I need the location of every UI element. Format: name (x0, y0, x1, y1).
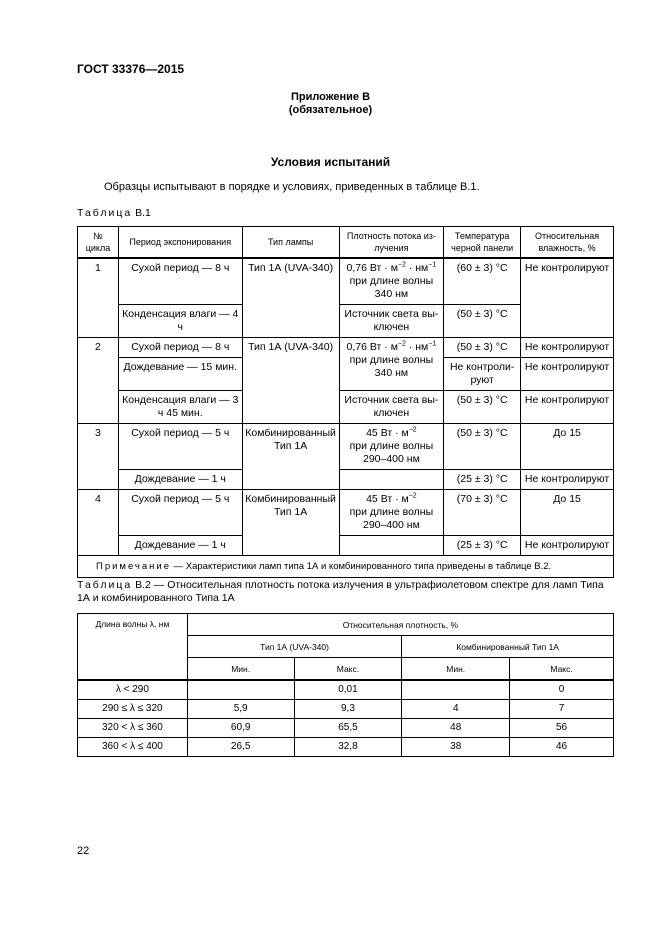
value-cell: 38 (402, 738, 510, 757)
humidity-cell: Не контролируют (521, 258, 614, 338)
document-header: ГОСТ 33376—2015 (77, 62, 185, 76)
header-max: Макс. (510, 658, 614, 681)
header-lamp-type: Тип лампы (242, 227, 339, 259)
lamp-cell: Комбинированный Тип 1А (242, 490, 339, 556)
table-row (78, 391, 614, 424)
period-cell: Дождевание — 1 ч (118, 536, 242, 556)
value-cell: 60,9 (187, 719, 294, 738)
humidity-cell: Не контролируют (521, 338, 614, 358)
header-relative-density: Относительная плотность, % (187, 614, 613, 636)
value-cell: 26,5 (187, 738, 294, 757)
table-row (78, 700, 614, 719)
table-header-row (78, 614, 614, 636)
temperature-cell: (50 ± 3) °C (444, 305, 521, 338)
value-cell: 0,01 (294, 680, 402, 700)
table-row (78, 338, 614, 358)
cycle-number: 2 (78, 338, 119, 424)
value-cell: 9,3 (294, 700, 402, 719)
cycle-number: 4 (78, 490, 119, 556)
table-row (78, 536, 614, 556)
table-row (78, 490, 614, 536)
value-cell: 32,8 (294, 738, 402, 757)
wavelength-cell: 320 < λ ≤ 360 (78, 719, 188, 738)
value-cell: 7 (510, 700, 614, 719)
table2-caption-text: В.2 — Относительная плотность потока излучения в ультрафиолетовом спектре для ламп Типа 1А и комбинированного Типа 1А (77, 579, 604, 604)
temperature-cell: (25 ± 3) °C (444, 470, 521, 490)
temperature-cell: (70 ± 3) °C (444, 490, 521, 536)
test-cycles-table (77, 226, 614, 578)
flux-cell: Источник света вы- ключен (339, 305, 444, 338)
table-row (78, 258, 614, 305)
wavelength-cell: 290 ≤ λ ≤ 320 (78, 700, 188, 719)
cycle-number: 3 (78, 424, 119, 490)
lamp-cell: Тип 1А (UVA-340) (242, 338, 339, 424)
period-cell: Сухой период — 5 ч (118, 490, 242, 536)
flux-cell (339, 470, 444, 490)
table-row (78, 424, 614, 470)
header-panel-temperature: Температура черной панели (444, 227, 521, 259)
table1-caption-number: В.1 (135, 207, 151, 219)
value-cell (187, 680, 294, 700)
period-cell: Сухой период — 8 ч (118, 258, 242, 305)
table1-caption-label: Таблица (77, 207, 133, 219)
period-cell: Сухой период — 5 ч (118, 424, 242, 470)
period-cell: Дождевание — 15 мин. (118, 358, 242, 391)
period-cell: Дождевание — 1 ч (118, 470, 242, 490)
flux-cell: 0,76 Вт · $м^{-2} \cdot нм^{-1}$ при длине волны 340 нм (339, 338, 444, 391)
flux-cell: 45 Вт · $м^{-2}$ при длине волны 290–400 нм (339, 490, 444, 536)
humidity-cell: Не контролируют (521, 391, 614, 424)
humidity-cell: Не контролируют (521, 358, 614, 391)
lamp-cell: Комбинированный Тип 1А (242, 424, 339, 490)
wavelength-cell: λ < 290 (78, 680, 188, 700)
table2-caption (77, 579, 617, 605)
value-cell: 0 (510, 680, 614, 700)
table-row (78, 680, 614, 700)
page-number: 22 (77, 845, 90, 857)
note-label: Примечание (96, 561, 171, 572)
appendix-title: Приложение В (290, 91, 371, 103)
humidity-cell: Не контролируют (521, 470, 614, 490)
table2-caption-label: Таблица (77, 579, 133, 591)
humidity-cell: Не контролируют (521, 536, 614, 556)
header-type1a: Тип 1А (UVA-340) (187, 636, 402, 658)
flux-cell (339, 536, 444, 556)
humidity-cell: До 15 (521, 490, 614, 536)
header-combined: Комбинированный Тип 1А (402, 636, 614, 658)
temperature-cell: (50 ± 3) °C (444, 424, 521, 470)
header-cycle-number: № цикла (78, 227, 119, 259)
value-cell: 65,5 (294, 719, 402, 738)
temperature-cell: Не контроли- руют (444, 358, 521, 391)
flux-cell: Источник света вы- ключен (339, 391, 444, 424)
table-row (78, 719, 614, 738)
temperature-cell: (50 ± 3) °C (444, 338, 521, 358)
section-title: Условия испытаний (270, 155, 391, 169)
temperature-cell: (50 ± 3) °C (444, 391, 521, 424)
value-cell: 5,9 (187, 700, 294, 719)
flux-cell: 45 Вт · $м^{-2}$ при длине волны 290–400 нм (339, 424, 444, 470)
period-cell: Сухой период — 8 ч (118, 338, 242, 358)
value-cell: 56 (510, 719, 614, 738)
temperature-cell: (25 ± 3) °C (444, 536, 521, 556)
table-note-row (78, 556, 614, 578)
temperature-cell: (60 ± 3) °C (444, 258, 521, 305)
header-flux-density: Плотность потока из- лучения (339, 227, 444, 259)
value-cell: 48 (402, 719, 510, 738)
value-cell: 4 (402, 700, 510, 719)
header-relative-humidity: Относительная влажность, % (521, 227, 614, 259)
table-row (78, 738, 614, 757)
relative-flux-table (77, 613, 614, 757)
table-note (78, 556, 614, 578)
value-cell (402, 680, 510, 700)
header-min: Мин. (402, 658, 510, 681)
period-cell: Конденсация влаги — 3 ч 45 мин. (118, 391, 242, 424)
cycle-number: 1 (78, 258, 119, 338)
flux-cell: 0,76 Вт · $м^{-2} \cdot нм^{-1}$ при длине волны 340 нм (339, 258, 444, 305)
note-text: — Характеристики ламп типа 1А и комбинированного типа приведены в таблице В.2. (171, 561, 552, 572)
value-cell: 46 (510, 738, 614, 757)
header-exposure-period: Период экспонирования (118, 227, 242, 259)
lamp-cell: Тип 1А (UVA-340) (242, 258, 339, 338)
table-header-row (78, 227, 614, 259)
humidity-cell: До 15 (521, 424, 614, 470)
header-max: Макс. (294, 658, 402, 681)
header-min: Мин. (187, 658, 294, 681)
appendix-subtitle: (обязательное) (288, 104, 373, 116)
period-cell: Конденсация влаги — 4 ч (118, 305, 242, 338)
table1-caption (77, 207, 151, 219)
wavelength-cell: 360 < λ ≤ 400 (78, 738, 188, 757)
header-wavelength: Длина волны λ, нм (78, 614, 188, 681)
intro-paragraph: Образцы испытывают в порядке и условиях, приведенных в таблице В.1. (104, 181, 480, 193)
table-row (78, 470, 614, 490)
